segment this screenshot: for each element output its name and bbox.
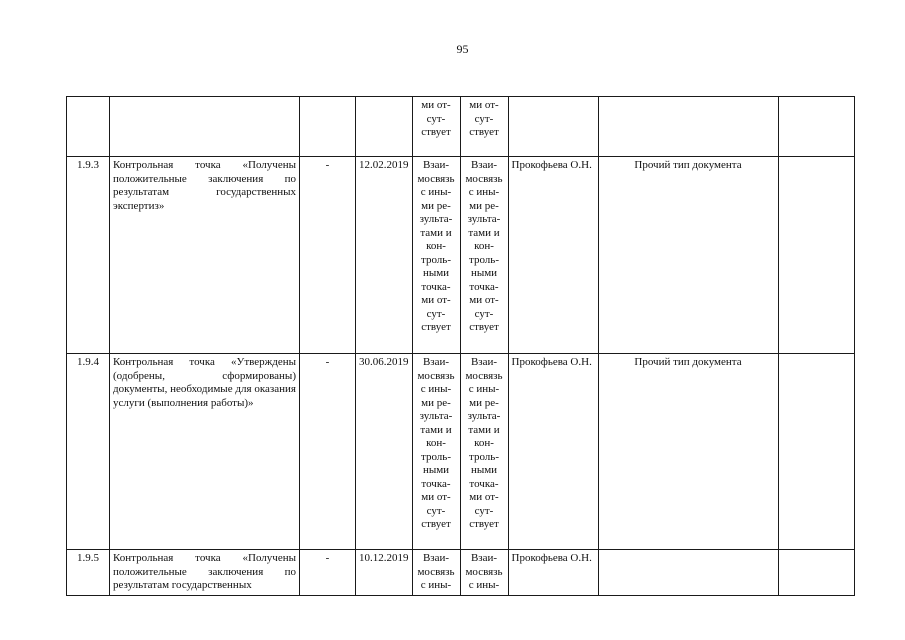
line: кон- <box>474 240 494 252</box>
line: мосвязь <box>465 369 503 382</box>
cell-relation-a <box>412 157 460 354</box>
line: троль- <box>421 450 451 463</box>
line: троль- <box>469 253 499 266</box>
cell-extra <box>778 354 854 550</box>
control-points-table <box>66 96 855 596</box>
line: ми от- <box>421 294 451 306</box>
line: ми от- <box>469 99 499 111</box>
line: с ины- <box>420 579 452 591</box>
cell-dash: - <box>300 550 356 596</box>
line: зульта- <box>467 213 501 225</box>
line: точка- <box>469 280 499 293</box>
line: с ины- <box>420 186 452 198</box>
cell-responsible: Прокофьева О.Н. <box>508 550 598 596</box>
cell-doc-type <box>598 97 778 157</box>
line: ствует <box>421 518 451 530</box>
line: ствует <box>421 126 451 138</box>
cell-relation-a <box>412 550 460 596</box>
cell-number <box>67 97 110 157</box>
cell-relation-b <box>460 354 508 550</box>
line: точка- <box>469 477 499 490</box>
cell-relation-b <box>460 97 508 157</box>
cell-name: Контрольная точка «Утверждены (одобрены, сформированы) документы, необходимые для оказания услуги (выполнения работы)» <box>110 354 300 550</box>
line: с ины- <box>468 579 500 591</box>
cell-extra <box>778 157 854 354</box>
cell-date: 30.06.2019 <box>356 354 413 550</box>
line: мосвязь <box>465 565 503 578</box>
cell-extra <box>778 97 854 157</box>
line: с ины- <box>468 383 500 395</box>
line: ствует <box>469 126 499 138</box>
table-row <box>67 157 855 354</box>
line: ствует <box>421 321 451 333</box>
page-number: 95 <box>456 42 469 56</box>
line: с ины- <box>468 186 500 198</box>
cell-dash: - <box>300 354 356 550</box>
line: Взаи- <box>422 552 450 564</box>
cell-dash <box>300 97 356 157</box>
line: зульта- <box>419 213 453 225</box>
cell-name: Контрольная точка «Получены положительные заключения по результатам государственных экспертиз» <box>110 157 300 354</box>
line: мосвязь <box>465 172 503 185</box>
line: ми ре- <box>421 396 451 409</box>
line: кон- <box>474 437 494 449</box>
cell-doc-type: Прочий тип документа <box>598 354 778 550</box>
cell-relation-a <box>412 97 460 157</box>
line: ствует <box>469 321 499 333</box>
line: тами и <box>420 423 452 436</box>
line: сут- <box>426 504 446 517</box>
line: тами и <box>468 226 500 239</box>
cell-name <box>110 97 300 157</box>
cell-name: Контрольная точка «Получены положительные заключения по результатам государственных <box>110 550 300 596</box>
cell-date: 12.02.2019 <box>356 157 413 354</box>
line: ми от- <box>469 491 499 503</box>
table-row <box>67 354 855 550</box>
table-row <box>67 550 855 596</box>
line: ными <box>470 267 498 279</box>
cell-doc-type: Прочий тип документа <box>598 157 778 354</box>
cell-responsible <box>508 97 598 157</box>
cell-relation-a <box>412 354 460 550</box>
line: точка- <box>421 280 451 293</box>
cell-dash: - <box>300 157 356 354</box>
cell-relation-b <box>460 157 508 354</box>
cell-responsible: Прокофьева О.Н. <box>508 157 598 354</box>
cell-date <box>356 97 413 157</box>
cell-relation-b <box>460 550 508 596</box>
line: ми от- <box>421 99 451 111</box>
line: сут- <box>474 112 494 125</box>
line: троль- <box>469 450 499 463</box>
cell-doc-type <box>598 550 778 596</box>
line: кон- <box>426 240 446 252</box>
line: Взаи- <box>470 159 498 171</box>
line: ми от- <box>421 491 451 503</box>
line: ми ре- <box>469 396 499 409</box>
cell-responsible: Прокофьева О.Н. <box>508 354 598 550</box>
line: Взаи- <box>422 159 450 171</box>
line: мосвязь <box>417 172 455 185</box>
line: Взаи- <box>470 356 498 368</box>
table-row <box>67 97 855 157</box>
line: мосвязь <box>417 369 455 382</box>
cell-extra <box>778 550 854 596</box>
line: Взаи- <box>422 356 450 368</box>
line: сут- <box>474 307 494 320</box>
line: зульта- <box>467 410 501 422</box>
line: с ины- <box>420 383 452 395</box>
line: Взаи- <box>470 552 498 564</box>
cell-number: 1.9.5 <box>67 550 110 596</box>
cell-number: 1.9.3 <box>67 157 110 354</box>
line: троль- <box>421 253 451 266</box>
line: ми от- <box>469 294 499 306</box>
line: ми ре- <box>469 199 499 212</box>
line: кон- <box>426 437 446 449</box>
cell-date: 10.12.2019 <box>356 550 413 596</box>
line: ными <box>470 464 498 476</box>
line: сут- <box>474 504 494 517</box>
line: ными <box>422 267 450 279</box>
line: ствует <box>469 518 499 530</box>
cell-number: 1.9.4 <box>67 354 110 550</box>
line: зульта- <box>419 410 453 422</box>
line: сут- <box>426 112 446 125</box>
line: тами и <box>420 226 452 239</box>
line: ми ре- <box>421 199 451 212</box>
line: сут- <box>426 307 446 320</box>
line: точка- <box>421 477 451 490</box>
line: тами и <box>468 423 500 436</box>
line: мосвязь <box>417 565 455 578</box>
line: ными <box>422 464 450 476</box>
